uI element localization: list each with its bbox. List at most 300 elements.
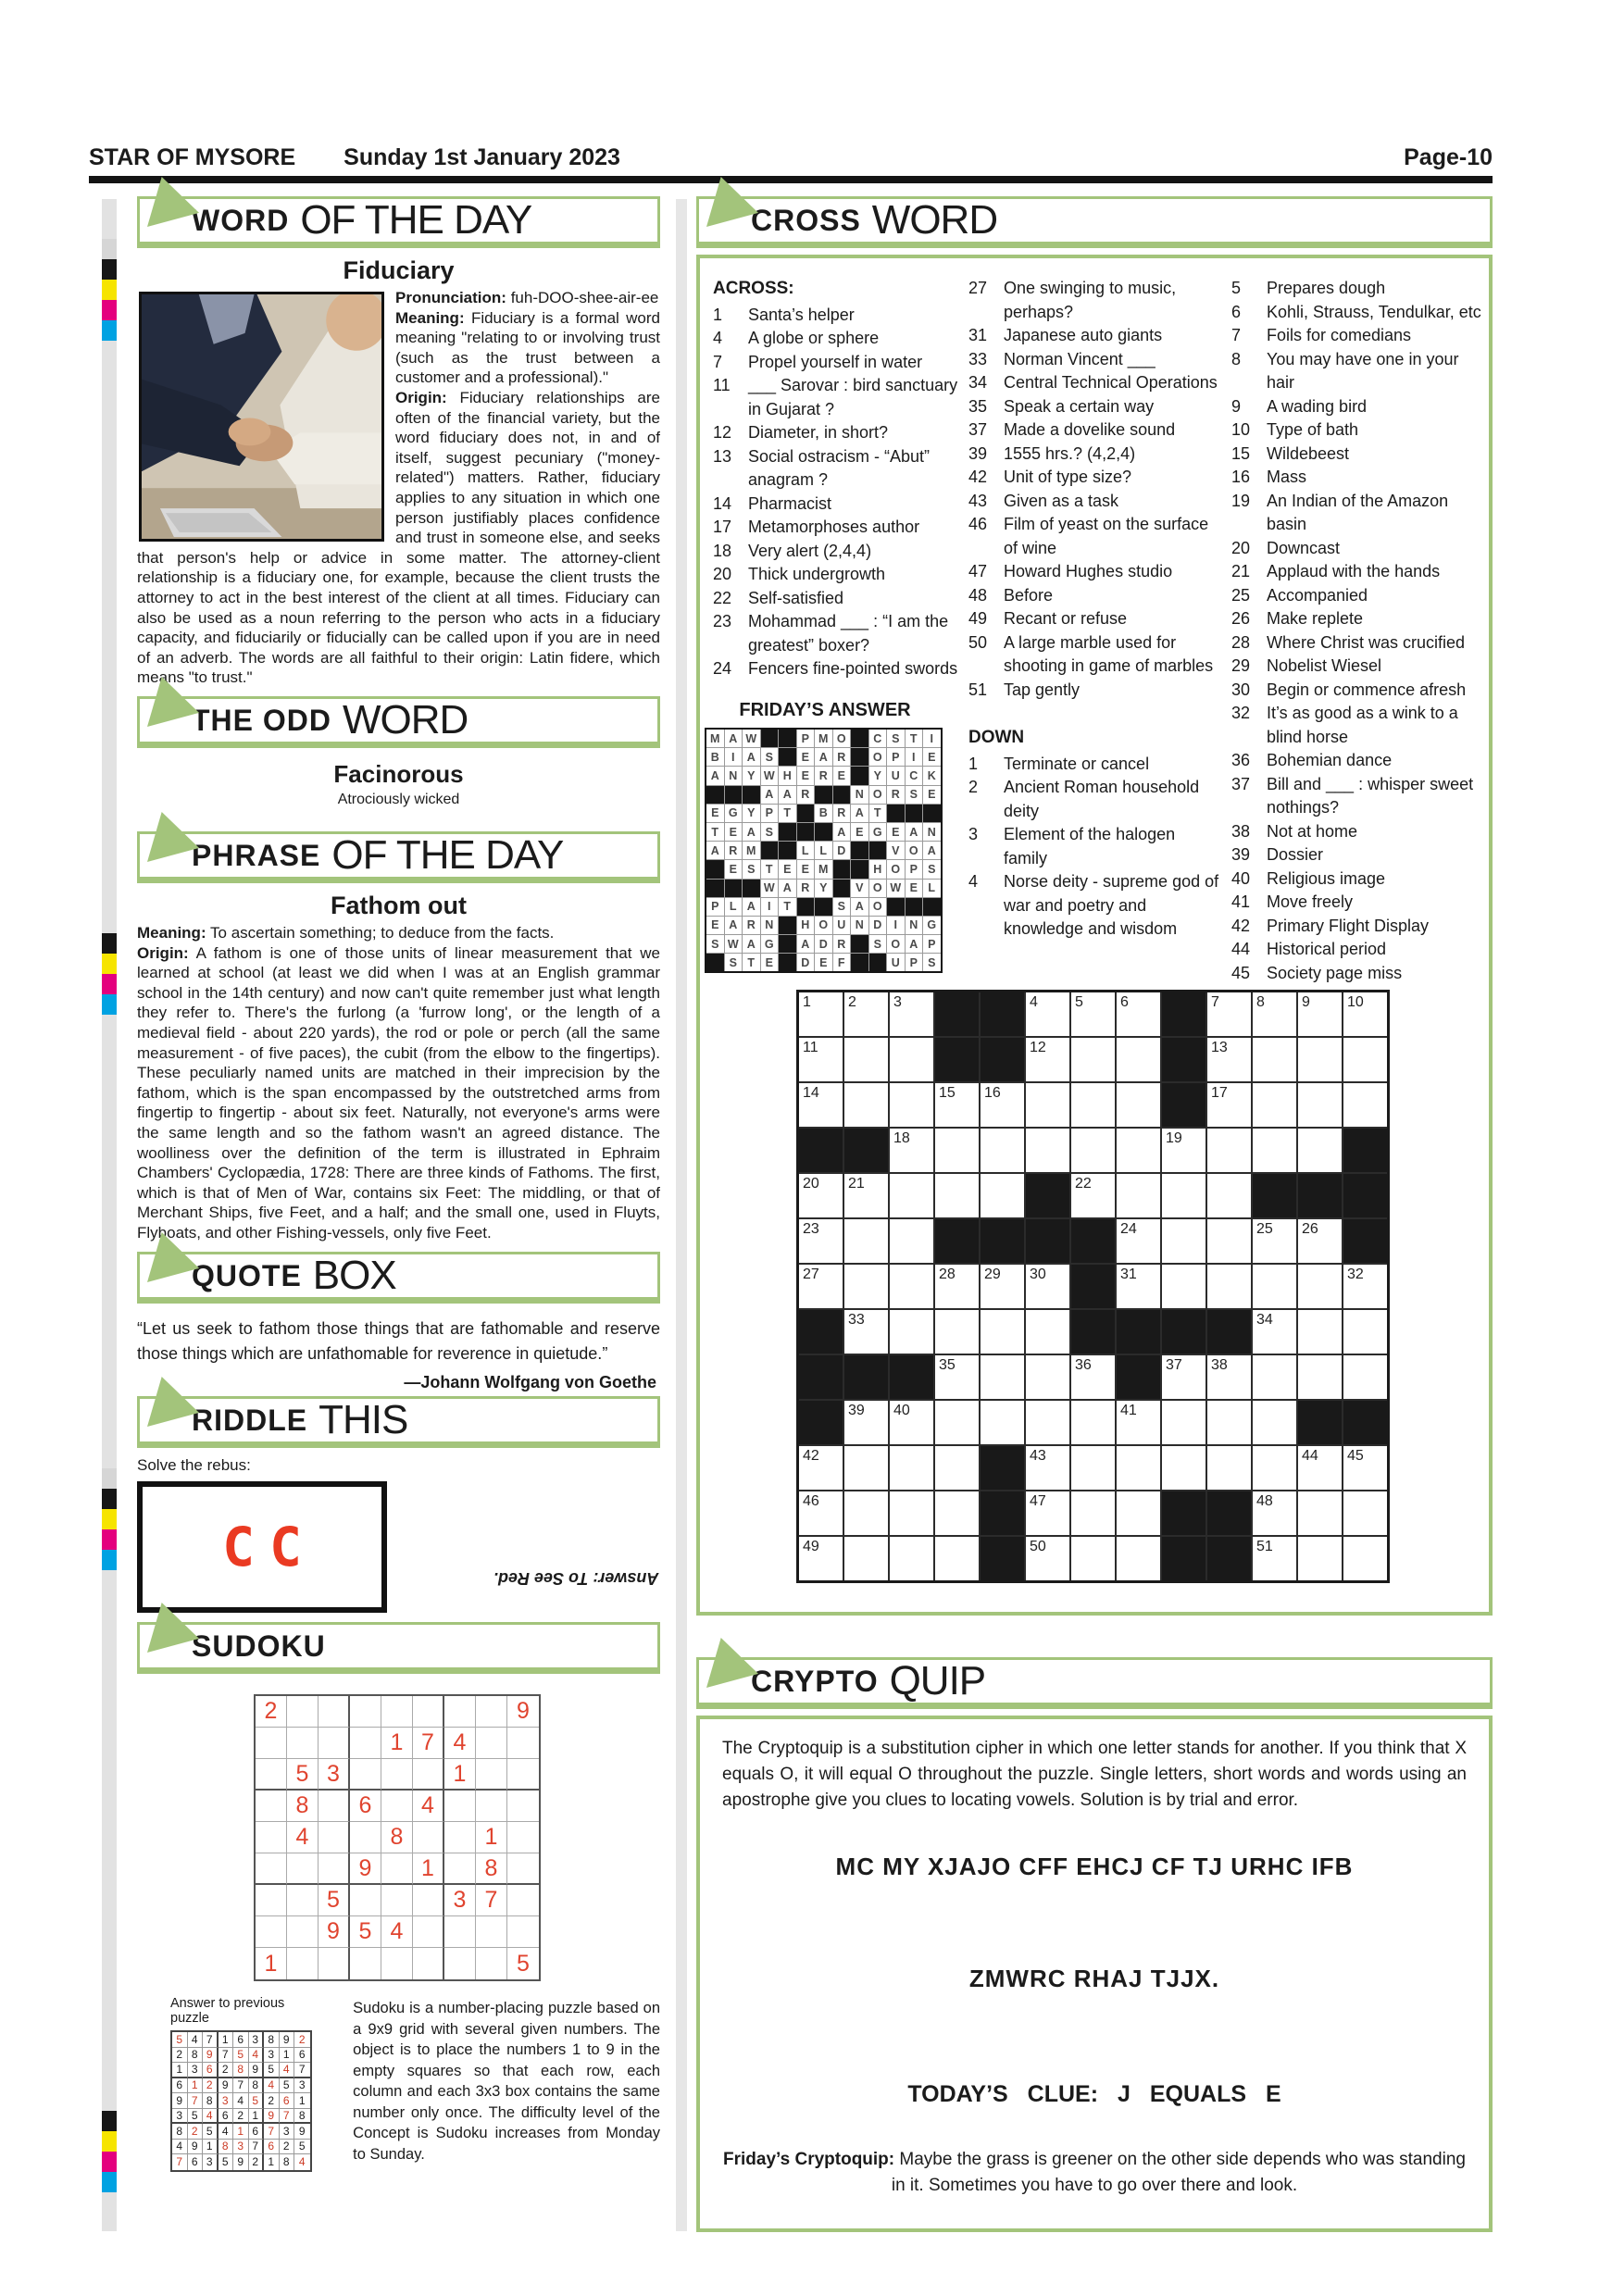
crossword-clue <box>713 374 959 421</box>
crossword-cell <box>1162 1174 1206 1217</box>
answer-grid-cell: A <box>779 880 796 897</box>
clue-number: 1 <box>968 754 979 773</box>
answer-grid-cell: A <box>743 748 760 766</box>
clue-number: 29 <box>1231 656 1251 675</box>
sudoku-answer-cell: 3 <box>172 2109 188 2125</box>
sudoku-cell <box>287 1885 319 1916</box>
crossword-cell <box>890 1401 933 1444</box>
clue-text: Element of the halogen family <box>1004 825 1176 867</box>
answer-grid-cell: A <box>851 805 868 822</box>
crossword-cell <box>844 1219 888 1263</box>
crossword-clue <box>968 348 1222 372</box>
crossword-cell <box>1298 1355 1342 1399</box>
crossword-cell-number: 39 <box>848 1403 865 1418</box>
clue-text: Society page miss <box>1267 963 1403 982</box>
sudoku-answer-cell: 3 <box>203 2154 219 2170</box>
section-title-light: WORD <box>343 697 468 742</box>
crossword-clue <box>1231 607 1481 631</box>
sudoku-answer-cell: 9 <box>172 2093 188 2109</box>
crossword-cell-number: 19 <box>1166 1130 1182 1146</box>
crossword-cell <box>1253 1083 1296 1127</box>
crossword-cell <box>1253 1491 1296 1535</box>
answer-grid-cell: R <box>815 767 832 784</box>
clue-number: 37 <box>968 420 988 439</box>
crossword-cell <box>890 1174 933 1217</box>
print-mark-yellow <box>102 2131 117 2152</box>
clue-text: Mohammad ___ : “I am the greatest” boxer? <box>748 612 949 655</box>
sudoku-cell <box>381 1759 413 1791</box>
answer-grid-black-cell <box>833 860 851 878</box>
clue-number: 10 <box>1231 420 1251 439</box>
crossword-cell <box>890 1129 933 1172</box>
sudoku-cell: 1 <box>444 1759 476 1791</box>
clue-text: Make replete <box>1267 609 1364 628</box>
clue-text: Propel yourself in water <box>748 352 923 371</box>
crossword-cell-number: 17 <box>1211 1085 1228 1101</box>
sudoku-answer-cell: 8 <box>264 2032 280 2048</box>
crossword-cell-number: 40 <box>893 1403 910 1418</box>
crossword-cell-number: 36 <box>1075 1357 1092 1373</box>
answer-grid-cell: S <box>887 730 905 747</box>
answer-grid-black-cell <box>779 842 796 859</box>
crossword-clue <box>713 516 959 540</box>
clue-number: 23 <box>713 612 732 630</box>
phrase-origin-value: A fathom is one of those units of linear measurement that we learned at school (at least we did when I was at an English grammar school in the 14th century) and now can't quite remember just what length they refer to. There's the furlong (a 'furrow long', or the length of a medieval field - about 220 yards), the rod or pole or perch (all the same measurement - of five paces), the cubit (from the elbow to the fingertips). These peculiarly named units are matched in their imprecision by the fathom, which is the span encompassed by the outstretched arms from fingertip to fingertip - about six feet. Naturally, not everyone's arms were the same length and so the fathom wasn't an agreed distance. The woolliness over the definition of the term is illustrated in Ephraim Chambers' Cyclopædia, 1728: There are three kinds of Fathoms. The first, which is that of Men of War, contains six Feet: The middling, or that of Merchant Ships, five Feet, and a half; and the small one, used in Fluyts, Flyboats, and other Fishing-vessels, only five Feet. <box>137 943 660 1242</box>
crossword-clue <box>1231 324 1481 348</box>
clue-list-heading: ACROSS: <box>713 279 794 298</box>
crossword-cell <box>1026 1083 1069 1127</box>
clue-number: 46 <box>968 515 988 533</box>
answer-grid-cell: I <box>906 748 923 766</box>
sudoku-cell: 9 <box>319 1916 350 1948</box>
crossword-clue <box>968 324 1222 348</box>
handshake-photo <box>139 292 384 542</box>
answer-grid-black-cell <box>779 748 796 766</box>
sudoku-cell <box>507 1728 539 1759</box>
sudoku-answer-cell: 7 <box>280 2109 295 2125</box>
answer-grid-cell: S <box>725 954 743 971</box>
print-mark-black <box>102 259 117 280</box>
sudoku-cell <box>350 1728 381 1759</box>
sudoku-cell: 5 <box>350 1916 381 1948</box>
crossword-cell-number: 24 <box>1120 1221 1137 1237</box>
crossword-cell-number: 47 <box>1030 1493 1046 1509</box>
answer-grid-cell: U <box>833 917 851 934</box>
section-title-bold: CRYPTO <box>751 1664 879 1698</box>
sudoku-cell <box>287 1853 319 1885</box>
answer-grid-cell: Y <box>869 767 887 784</box>
clue-number: 5 <box>1231 279 1242 297</box>
sudoku-cell: 4 <box>287 1822 319 1853</box>
clue-text: 1555 hrs.? (4,2,4) <box>1004 443 1136 463</box>
crossword-cell <box>1162 1355 1206 1399</box>
crossword-black-cell <box>1253 1174 1296 1217</box>
crossword-cell-number: 22 <box>1075 1176 1092 1192</box>
clue-number: 8 <box>1231 349 1242 368</box>
sudoku-cell <box>444 1853 476 1885</box>
crossword-cell <box>1071 1174 1115 1217</box>
crossword-cell <box>1162 1401 1206 1444</box>
answer-grid-cell: A <box>906 935 923 953</box>
answer-grid-cell: A <box>743 935 760 953</box>
crossword-cell <box>1207 1446 1251 1490</box>
sudoku-cell <box>381 1696 413 1728</box>
clue-text: Film of yeast on the surface of wine <box>1004 515 1209 557</box>
origin-value: Fiduciary relationships are often of the financial variety, but the word fiduciary does not, in and of itself, suggest pecuniary ("money-related") matters. Rather, fiduciary applies to any situation in which one person justifiably places confidence and trust in someone else, and seeks that person's help or advice in some matter. The attorney-client relationship is a fiduciary one, for example, because the client trusts the attorney to act in the best interest of the client at all times. Fiduciary can also be used as a noun referring to the person who acts in a fiduciary capacity, and fiduciarily or fiducially can be called upon if you are in need of an adverb. The words are all faithful to their origin: Latin fidere, which means "to trust." <box>137 388 660 687</box>
section-title-light: OF THE DAY <box>331 832 564 878</box>
answer-grid-cell: A <box>706 842 724 859</box>
answer-grid-cell: R <box>833 748 851 766</box>
sudoku-cell: 5 <box>517 1950 530 1977</box>
answer-grid-cell: M <box>815 730 832 747</box>
crossword-cell <box>1207 1083 1251 1127</box>
sudoku-answer-cell: 8 <box>203 2093 219 2109</box>
sudoku-answer-cell: 5 <box>188 2109 204 2125</box>
crossword-cell <box>844 1446 888 1490</box>
cryptoquip-friday-text: Maybe the grass is greener on the other side depends who was standing in it. Sometimes you have to go over there and look. <box>891 2150 1466 2195</box>
crossword-cell <box>1253 1265 1296 1308</box>
crossword-cell <box>1207 1174 1251 1217</box>
crossword-cell <box>1298 1491 1342 1535</box>
clue-text: Fencers fine-pointed swords <box>748 659 958 678</box>
answer-grid-cell: M <box>743 842 760 859</box>
answer-grid-cell: P <box>706 898 724 916</box>
riddle-prompt: Solve the rebus: <box>137 1456 251 1474</box>
crossword-black-cell <box>1026 1174 1069 1217</box>
sudoku-cell: 1 <box>256 1948 287 1979</box>
crossword-clue <box>968 277 1222 324</box>
answer-grid-black-cell <box>851 842 868 859</box>
sudoku-cell: 3 <box>444 1885 476 1916</box>
sudoku-cell <box>507 1916 539 1948</box>
crossword-cell <box>1117 1401 1160 1444</box>
clue-text: Accompanied <box>1267 585 1368 605</box>
sudoku-cell <box>256 1822 287 1853</box>
phrase-title: Fathom out <box>331 892 467 919</box>
crossword-clue <box>713 563 959 587</box>
clue-text: Central Technical Operations <box>1004 373 1218 392</box>
answer-grid-cell: A <box>725 917 743 934</box>
crossword-clue <box>1231 655 1481 679</box>
clue-number: 9 <box>1231 396 1242 416</box>
crossword-cell-number: 3 <box>893 994 902 1010</box>
answer-grid-cell: L <box>725 898 743 916</box>
page-number: Page-10 <box>1404 144 1493 170</box>
crossword-cell <box>1117 1446 1160 1490</box>
phrase-of-the-day-section <box>137 831 660 1245</box>
crossword-black-cell <box>981 1491 1024 1535</box>
answer-grid-cell: T <box>706 823 724 841</box>
fridays-answer-label: FRIDAY’S ANSWER <box>739 700 911 720</box>
crossword-black-cell <box>1343 1129 1387 1172</box>
crossword-cell <box>844 1083 888 1127</box>
print-mark-cyan <box>102 1550 117 1570</box>
answer-grid-cell: Y <box>743 767 760 784</box>
sudoku-cell <box>256 1885 287 1916</box>
answer-grid-black-cell <box>706 786 724 804</box>
crossword-black-cell <box>1207 1310 1251 1354</box>
clue-number: 3 <box>968 825 979 843</box>
crossword-clue <box>1231 679 1481 703</box>
phrase-article <box>137 923 660 1245</box>
clue-text: Downcast <box>1267 538 1341 557</box>
sudoku-cell <box>413 1948 444 1979</box>
sudoku-answer-cell: 2 <box>172 2048 188 2064</box>
sudoku-answer-cell: 7 <box>188 2093 204 2109</box>
crossword-cell-number: 7 <box>1211 994 1219 1010</box>
answer-grid-black-cell <box>887 805 905 822</box>
sudoku-answer-caption: Answer to previous puzzle <box>170 1996 285 2026</box>
crossword-cell <box>935 1491 979 1535</box>
sudoku-cell <box>350 1885 381 1916</box>
sudoku-cell <box>381 1853 413 1885</box>
sudoku-answer-cell: 8 <box>294 2109 310 2125</box>
print-mark-yellow <box>102 954 117 974</box>
crossword-clue <box>713 351 959 375</box>
sudoku-answer-cell: 8 <box>249 2078 265 2094</box>
crossword-clue <box>1231 584 1481 608</box>
cryptoquip-todays-clue: TODAY’S CLUE: J EQUALS E <box>907 2081 1281 2107</box>
sudoku-cell <box>476 1916 507 1948</box>
answer-grid-cell: R <box>887 786 905 804</box>
sudoku-answer-cell: 5 <box>280 2078 295 2094</box>
clue-number: 39 <box>1231 845 1251 864</box>
answer-grid-cell: L <box>815 842 832 859</box>
crossword-cell <box>844 1537 888 1580</box>
answer-grid-cell: D <box>869 917 887 934</box>
sudoku-answer-cell: 4 <box>280 2063 295 2078</box>
section-title-light: BOX <box>312 1253 396 1298</box>
answer-grid-cell: S <box>869 935 887 953</box>
crossword-cell <box>1162 1219 1206 1263</box>
answer-grid-cell: N <box>906 917 923 934</box>
cryptoquip-friday-label: Friday’s Cryptoquip: <box>723 2150 895 2169</box>
answer-grid-cell: O <box>887 860 905 878</box>
answer-grid-cell: P <box>923 935 941 953</box>
crossword-cell <box>844 992 888 1036</box>
answer-grid-cell: T <box>779 898 796 916</box>
clue-text: Thick undergrowth <box>748 565 886 583</box>
print-mark-yellow <box>102 1509 117 1529</box>
crossword-black-cell <box>1071 1219 1115 1263</box>
section-title-light: THIS <box>319 1397 408 1442</box>
sudoku-cell <box>319 1822 350 1853</box>
sudoku-cell <box>507 1791 539 1822</box>
crossword-cell <box>844 1174 888 1217</box>
clue-number: 34 <box>968 373 988 392</box>
crossword-clue <box>1231 749 1481 773</box>
sudoku-answer-cell: 4 <box>203 2109 219 2125</box>
clue-text: Speak a certain way <box>1004 396 1155 416</box>
sudoku-cell: 5 <box>319 1885 350 1916</box>
clue-text: Foils for comedians <box>1267 326 1412 344</box>
rebus-text: CC <box>222 1516 317 1578</box>
clue-text: Terminate or cancel <box>1004 754 1150 773</box>
answer-grid-cell: E <box>761 954 779 971</box>
meaning-label: Meaning: <box>395 308 465 327</box>
clue-text: Applaud with the hands <box>1267 562 1441 580</box>
crossword-cell-number: 31 <box>1120 1267 1137 1282</box>
answer-grid-cell: U <box>887 954 905 971</box>
clue-number: 22 <box>713 588 732 607</box>
clue-text: Prepares dough <box>1267 279 1386 297</box>
crossword-cell-number: 4 <box>1030 994 1038 1010</box>
publication-name: STAR OF MYSORE <box>89 144 296 170</box>
crossword-cell <box>799 1219 843 1263</box>
answer-grid-cell: P <box>887 748 905 766</box>
clue-number: 32 <box>1231 704 1251 722</box>
crossword-cell <box>1343 1083 1387 1127</box>
crossword-cell-number: 33 <box>848 1312 865 1328</box>
crossword-cell <box>1026 1401 1069 1444</box>
answer-grid-black-cell <box>906 805 923 822</box>
sudoku-answer-cell: 6 <box>264 2140 280 2155</box>
clue-number: 37 <box>1231 774 1251 793</box>
sudoku-cell: 9 <box>507 1696 539 1728</box>
clue-number: 35 <box>968 396 988 416</box>
clue-number: 39 <box>968 443 988 463</box>
crossword-clue <box>1231 560 1481 584</box>
answer-grid-black-cell <box>779 917 796 934</box>
phrase-meaning-label: Meaning: <box>137 924 206 942</box>
crossword-cell <box>1298 1083 1342 1127</box>
sudoku-answer-cell: 3 <box>233 2140 249 2155</box>
crossword-clue <box>713 421 959 445</box>
print-mark-yellow <box>102 280 117 300</box>
sudoku-cell <box>507 1853 539 1885</box>
phrase-origin-label: Origin: <box>137 943 189 962</box>
answer-grid-cell: E <box>706 805 724 822</box>
clue-number: 16 <box>1231 468 1251 486</box>
sudoku-answer-cell: 7 <box>172 2154 188 2170</box>
sudoku-answer-cell: 7 <box>233 2078 249 2094</box>
crossword-cell <box>1207 1219 1251 1263</box>
crossword-black-cell <box>890 1355 933 1399</box>
answer-grid-cell: W <box>725 935 743 953</box>
crossword-cell-number: 10 <box>1347 994 1364 1010</box>
sudoku-answer-cell: 1 <box>280 2048 295 2064</box>
clue-number: 38 <box>1231 821 1251 841</box>
crossword-cell <box>799 992 843 1036</box>
sudoku-answer-cell: 2 <box>203 2078 219 2094</box>
sudoku-answer-cell: 6 <box>294 2048 310 2064</box>
answer-grid-cell: T <box>869 805 887 822</box>
crossword-cell <box>890 1537 933 1580</box>
crossword-cell <box>1298 1310 1342 1354</box>
crossword-clue <box>713 304 959 328</box>
answer-grid-cell: T <box>761 860 779 878</box>
crossword-clue <box>713 445 959 493</box>
answer-grid-cell: E <box>923 748 941 766</box>
crossword-clue <box>713 587 959 611</box>
crossword-cell-number: 9 <box>1302 994 1310 1010</box>
answer-grid-cell: H <box>779 767 796 784</box>
sudoku-answer-grid <box>170 2030 312 2172</box>
sudoku-cell <box>444 1916 476 1948</box>
clue-text: Dossier <box>1267 845 1324 864</box>
answer-grid-black-cell <box>706 880 724 897</box>
crossword-cell <box>1207 1355 1251 1399</box>
rebus-box <box>137 1481 387 1613</box>
sudoku-previous-answer-block <box>170 1996 325 2172</box>
crossword-cell <box>799 1265 843 1308</box>
clue-text: Wildebeest <box>1267 443 1350 463</box>
sudoku-description: Sudoku is a number-placing puzzle based on a 9x9 grid with several given numbers. The object is to place the numbers 1 to 9 in the empty squares so that each row, each column and each 3x3 box contains the same number only once. The difficulty level of the Concept is Sudoku increases from Monday to Sunday. <box>353 2000 660 2163</box>
crossword-cell <box>890 992 933 1036</box>
crossword-cell <box>1298 1537 1342 1580</box>
answer-grid-cell: S <box>923 954 941 971</box>
crossword-cell <box>1207 1265 1251 1308</box>
clue-number: 45 <box>1231 963 1251 982</box>
sudoku-answer-cell: 5 <box>219 2154 234 2170</box>
clue-number: 25 <box>1231 585 1251 605</box>
sudoku-answer-cell: 1 <box>249 2109 265 2125</box>
sudoku-answer-cell: 8 <box>188 2048 204 2064</box>
sudoku-cell <box>256 1728 287 1759</box>
crossword-cell <box>890 1083 933 1127</box>
clue-number: 48 <box>968 585 988 605</box>
answer-grid-cell: E <box>923 786 941 804</box>
sudoku-answer-cell: 9 <box>233 2154 249 2170</box>
clue-number: 50 <box>968 632 988 652</box>
crossword-cell <box>1117 992 1160 1036</box>
clue-number: 15 <box>1231 443 1251 463</box>
answer-grid-cell: O <box>869 898 887 916</box>
clue-number: 42 <box>1231 916 1251 935</box>
answer-grid-black-cell <box>779 730 796 747</box>
crossword-cell <box>981 1174 1024 1217</box>
crossword-black-cell <box>1026 1219 1069 1263</box>
sudoku-answer-cell: 1 <box>233 2124 249 2140</box>
phrase-meaning-value: To ascertain something; to deduce from the facts. <box>210 924 555 942</box>
issue-date: Sunday 1st January 2023 <box>344 144 620 170</box>
cryptoquip-friday-answer <box>715 2147 1474 2199</box>
crossword-cell <box>890 1310 933 1354</box>
answer-grid-cell: R <box>797 786 815 804</box>
answer-grid-black-cell <box>906 898 923 916</box>
crossword-black-cell <box>935 1219 979 1263</box>
crossword-clue <box>1231 843 1481 867</box>
crossword-clue <box>968 870 1222 942</box>
sudoku-cell <box>507 1759 539 1791</box>
crossword-cell-number: 38 <box>1211 1357 1228 1373</box>
answer-grid-cell: W <box>761 767 779 784</box>
answer-grid-cell: A <box>815 748 832 766</box>
answer-grid-cell: O <box>869 748 887 766</box>
crossword-cell <box>1026 1355 1069 1399</box>
sudoku-cell: 1 <box>476 1822 507 1853</box>
odd-word-definition: Atrociously wicked <box>337 792 460 807</box>
print-color-stack <box>102 2111 117 2192</box>
crossword-cell <box>1071 1537 1115 1580</box>
section-title-bold: RIDDLE <box>192 1403 308 1437</box>
clue-number: 24 <box>713 659 732 678</box>
answer-grid-cell: C <box>906 767 923 784</box>
clue-text: Metamorphoses author <box>748 518 920 536</box>
crossword-black-cell <box>1343 1174 1387 1217</box>
quote-box-section <box>137 1252 660 1392</box>
crossword-cell <box>1162 1129 1206 1172</box>
crossword-cell <box>1253 1355 1296 1399</box>
answer-grid-cell: I <box>761 898 779 916</box>
sudoku-cell <box>287 1728 319 1759</box>
print-color-stack <box>102 239 117 341</box>
answer-grid-cell: L <box>923 880 941 897</box>
clue-number: 30 <box>1231 680 1251 699</box>
crossword-cell <box>844 1491 888 1535</box>
clue-number: 13 <box>713 446 732 466</box>
crossword-black-cell <box>1343 1401 1387 1444</box>
